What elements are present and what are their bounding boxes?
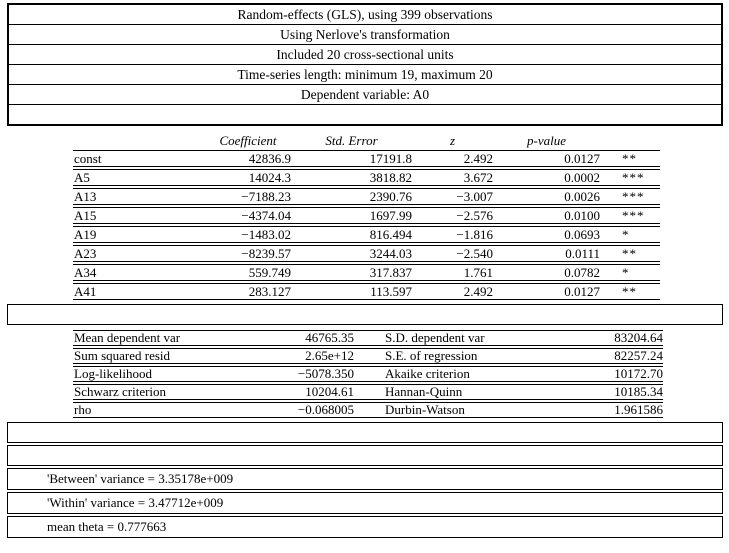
significance-stars: *** (600, 188, 660, 205)
coefficient-row (73, 245, 660, 262)
variable-name: A13 (73, 188, 205, 205)
stats-row (73, 402, 663, 418)
p-value: 0.0782 (493, 264, 600, 281)
significance-stars: ** (600, 245, 660, 262)
header-row (8, 4, 722, 25)
model-type-line: Random-effects (GLS), using 399 observations (8, 4, 722, 25)
std-error-value: 317.837 (291, 264, 412, 281)
mean-theta-line: mean theta = 0.777663 (7, 516, 723, 538)
significance-column-header (600, 133, 660, 148)
header-row (8, 105, 722, 126)
stat-value: 10204.61 (288, 384, 354, 400)
std-error-value: 816.494 (291, 226, 412, 243)
stat-value: 46765.35 (288, 330, 354, 346)
stat-label: Schwarz criterion (73, 384, 288, 400)
stat-label: Log-likelihood (73, 366, 288, 382)
stats-row (73, 348, 663, 364)
stat-value: 2.65e+12 (288, 348, 354, 364)
model-header-table (7, 3, 723, 126)
stat-label: Durbin-Watson (354, 402, 562, 418)
coefficients-header-row (73, 133, 660, 148)
std-error-value: 113.597 (291, 283, 412, 300)
stat-value: 10172.70 (562, 366, 663, 382)
std-error-value: 2390.76 (291, 188, 412, 205)
stat-label: S.D. dependent var (354, 330, 562, 346)
z-value: 1.761 (412, 264, 493, 281)
significance-stars: ** (600, 283, 660, 300)
z-value: 3.672 (412, 169, 493, 186)
coefficient-value: 283.127 (205, 283, 291, 300)
std-error-column-header: Std. Error (325, 133, 378, 148)
stat-label: Hannan-Quinn (354, 384, 562, 400)
transformation-line: Using Nerlove's transformation (8, 25, 722, 45)
separator-empty-row (7, 422, 723, 443)
between-variance-line: 'Between' variance = 3.35178e+009 (7, 468, 723, 490)
coefficient-column-header: Coefficient (219, 133, 277, 148)
p-value-column-header: p-value (527, 133, 566, 148)
coefficient-value: 14024.3 (205, 169, 291, 186)
variable-name: A19 (73, 226, 205, 243)
stat-value: 83204.64 (562, 330, 663, 346)
std-error-value: 17191.8 (291, 150, 412, 167)
p-value: 0.0026 (493, 188, 600, 205)
summary-statistics-table (73, 328, 663, 420)
separator-empty-row (7, 445, 723, 466)
coefficient-row (73, 207, 660, 224)
header-row (8, 65, 722, 85)
significance-stars: *** (600, 169, 660, 186)
stats-row (73, 384, 663, 400)
std-error-value: 1697.99 (291, 207, 412, 224)
p-value: 0.0693 (493, 226, 600, 243)
stat-label: Sum squared resid (73, 348, 288, 364)
separator-empty-row (7, 304, 723, 325)
std-error-value: 3818.82 (291, 169, 412, 186)
coefficient-value: −4374.04 (205, 207, 291, 224)
coefficient-row (73, 226, 660, 243)
variable-name: A34 (73, 264, 205, 281)
variable-name: A5 (73, 169, 205, 186)
coefficient-value: 42836.9 (205, 150, 291, 167)
time-series-length-line: Time-series length: minimum 19, maximum 20 (8, 65, 722, 85)
significance-stars: * (600, 226, 660, 243)
coefficient-value: −7188.23 (205, 188, 291, 205)
stats-row (73, 330, 663, 346)
coefficient-row (73, 150, 660, 167)
z-value: 2.492 (412, 150, 493, 167)
coefficient-row (73, 188, 660, 205)
z-value: −3.007 (412, 188, 493, 205)
z-value: −2.576 (412, 207, 493, 224)
stat-value: 1.961586 (562, 402, 663, 418)
dependent-variable-line: Dependent variable: A0 (8, 85, 722, 105)
stat-label: Mean dependent var (73, 330, 288, 346)
variable-column-header (73, 133, 205, 148)
z-column-header: z (449, 133, 456, 148)
significance-stars: ** (600, 150, 660, 167)
std-error-value: 3244.03 (291, 245, 412, 262)
variable-name: A15 (73, 207, 205, 224)
coefficient-row (73, 169, 660, 186)
p-value: 0.0002 (493, 169, 600, 186)
significance-stars: * (600, 264, 660, 281)
coefficients-table (73, 131, 660, 302)
stat-value: 82257.24 (562, 348, 663, 364)
stat-label: rho (73, 402, 288, 418)
variable-name: A23 (73, 245, 205, 262)
p-value: 0.0127 (493, 283, 600, 300)
z-value: 2.492 (412, 283, 493, 300)
coefficient-row (73, 264, 660, 281)
stat-value: −5078.350 (288, 366, 354, 382)
stat-value: −0.068005 (288, 402, 354, 418)
header-row (8, 25, 722, 45)
variable-name: const (73, 150, 205, 167)
header-row (8, 85, 722, 105)
p-value: 0.0111 (493, 245, 600, 262)
p-value: 0.0127 (493, 150, 600, 167)
p-value: 0.0100 (493, 207, 600, 224)
stat-label: Akaike criterion (354, 366, 562, 382)
cross-sections-line: Included 20 cross-sectional units (8, 45, 722, 65)
stat-value: 10185.34 (562, 384, 663, 400)
coefficient-value: −8239.57 (205, 245, 291, 262)
within-variance-line: 'Within' variance = 3.47712e+009 (7, 492, 723, 514)
coefficient-row (73, 283, 660, 300)
header-empty-row (8, 105, 722, 126)
significance-stars: *** (600, 207, 660, 224)
coefficient-value: −1483.02 (205, 226, 291, 243)
z-value: −1.816 (412, 226, 493, 243)
variable-name: A41 (73, 283, 205, 300)
z-value: −2.540 (412, 245, 493, 262)
header-row (8, 45, 722, 65)
coefficient-value: 559.749 (205, 264, 291, 281)
stat-label: S.E. of regression (354, 348, 562, 364)
stats-row (73, 366, 663, 382)
